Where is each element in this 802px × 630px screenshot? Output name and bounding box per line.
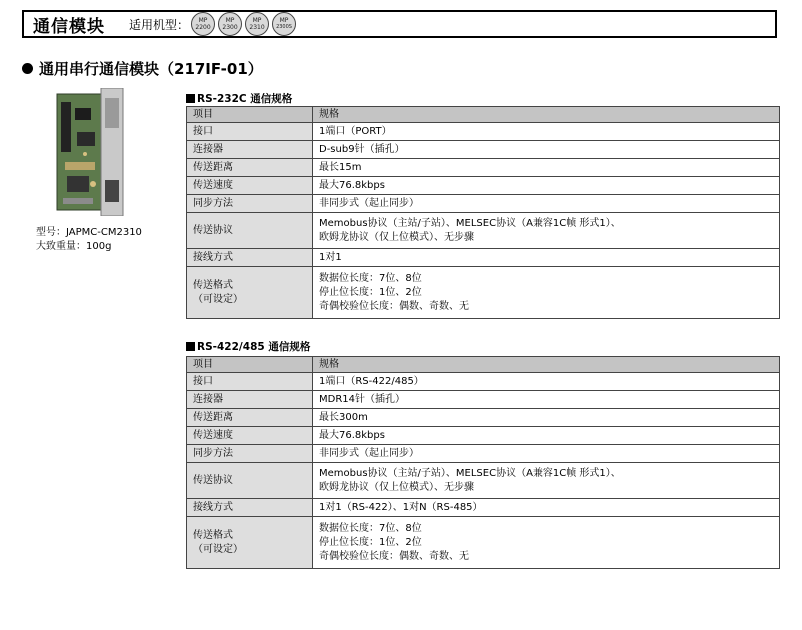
table-row: 接口 1端口（RS-422/485） [187, 373, 780, 391]
model-badge: MP 2300S [272, 12, 296, 36]
table-row: 传送距离 最长300m [187, 409, 780, 427]
table-row: 同步方法 非同步式（起止同步） [187, 195, 780, 213]
section-title: 通用串行通信模块（217IF-01） [22, 58, 263, 79]
rs422-spec-table [186, 356, 780, 569]
page-header [22, 10, 777, 38]
table-row: 传送速度 最大76.8kbps [187, 427, 780, 445]
table-row: 连接器 D-sub9针（插孔） [187, 141, 780, 159]
product-info [36, 226, 142, 254]
model-badge: MP 2300 [218, 12, 242, 36]
product-model: 型号：JAPMC-CM2310 [36, 227, 142, 238]
models-label: 适用机型： [129, 17, 190, 32]
table-row: 传送格式 （可设定） 数据位长度：7位、8位 停止位长度：1位、2位 奇偶校验位长度：偶数、奇数、无 [187, 517, 780, 569]
header-spec: 规格 [313, 107, 780, 123]
table-row: 同步方法 非同步式（起止同步） [187, 445, 780, 463]
table-row: 传送速度 最大76.8kbps [187, 177, 780, 195]
table-row: 传送距离 最长15m [187, 159, 780, 177]
model-badges [191, 12, 296, 36]
header-item: 项目 [187, 107, 313, 123]
table-row: 接线方式 1对1（RS-422）、1对N（RS-485） [187, 499, 780, 517]
table-row: 接线方式 1对1 [187, 249, 780, 267]
rs422-caption: RS-422/485 通信规格 [186, 339, 310, 354]
table-row: 连接器 MDR14针（插孔） [187, 391, 780, 409]
table-row: 传送协议 Memobus协议（主站/子站）、MELSEC协议（A兼容1C帧 形式1）、 欧姆龙协议（仅上位模式）、无步骤 [187, 463, 780, 499]
bullet-icon [22, 63, 33, 74]
model-badge: MP 2310 [245, 12, 269, 36]
table-row: 传送协议 Memobus协议（主站/子站）、MELSEC协议（A兼容1C帧 形式1）、 欧姆龙协议（仅上位模式）、无步骤 [187, 213, 780, 249]
page-title: 通信模块 [33, 16, 105, 37]
table-row: 接口 1端口（PORT） [187, 123, 780, 141]
table-row: 传送格式 （可设定） 数据位长度：7位、8位 停止位长度：1位、2位 奇偶校验位长度：偶数、奇数、无 [187, 267, 780, 319]
header-spec: 规格 [313, 357, 780, 373]
product-weight: 大致重量：100g [36, 241, 112, 252]
table-header-row [187, 107, 780, 123]
rs232-spec-table [186, 106, 780, 319]
square-bullet-icon [186, 342, 195, 351]
square-bullet-icon [186, 94, 195, 103]
model-badge: MP 2200 [191, 12, 215, 36]
rs232-caption: RS-232C 通信规格 [186, 91, 292, 106]
table-header-row [187, 357, 780, 373]
circuit-board-image [55, 88, 127, 216]
header-item: 项目 [187, 357, 313, 373]
